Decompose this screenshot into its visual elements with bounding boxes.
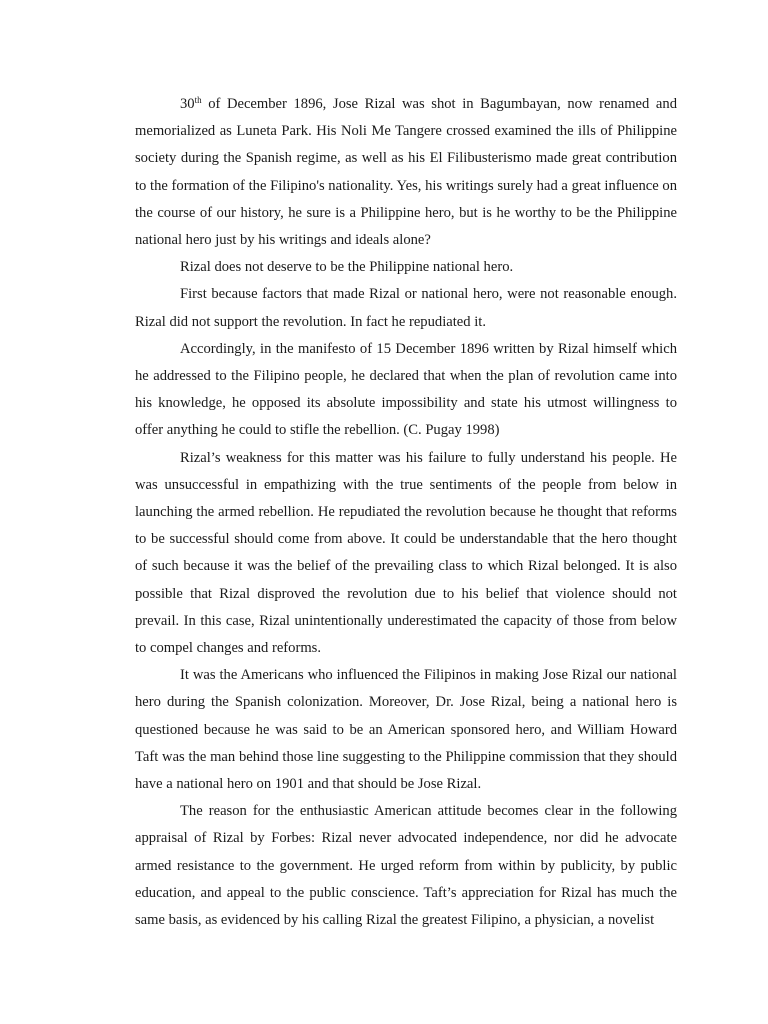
paragraph-1	[135, 91, 677, 254]
paragraph-4: Accordingly, in the manifesto of 15 December 1896 written by Rizal himself which he addressed to the Filipino people, he declared that when the plan of revolution came into his knowledge, he opposed its absolute impossibility and state his utmost willingness to offer anything he could to stifle the rebellion. (C. Pugay 1998)	[135, 340, 677, 439]
paragraph-7: The reason for the enthusiastic American attitude becomes clear in the following appraisal of Rizal by Forbes: Rizal never advocated independence, nor did he advocate armed resistance to the government. He urged reform from within by publicity, by public education, and appeal to the public conscience. Taft’s appreciation for Rizal has much the same basis, as evidenced by his calling Rizal the greatest Filipino, a physician, a novelist	[135, 803, 677, 929]
paragraph-5: Rizal’s weakness for this matter was his failure to fully understand his people. He was unsuccessful in empathizing with the true sentiments of the people from below in launching the armed rebellion. He repudiated the revolution because he thought that reforms to be successful should come from above. It could be understandable that the hero thought of such because it was the belief of the prevailing class to which Rizal belonged. It is also possible that Rizal disproved the revolution due to his belief that violence should not prevail. In this case, Rizal unintentionally underestimated the capacity of those from below to compel changes and reforms.	[135, 449, 677, 657]
date-day: 30	[180, 96, 195, 112]
paragraph-3: First because factors that made Rizal or national hero, were not reasonable enough. Rizal did not support the revolution. In fact he repudiated it.	[135, 286, 677, 330]
essay-body	[135, 91, 677, 934]
paragraph-6: It was the Americans who influenced the Filipinos in making Jose Rizal our national hero during the Spanish colonization. Moreover, Dr. Jose Rizal, being a national hero is questioned because he was said to be an American sponsored hero, and William Howard Taft was the man behind those line suggesting to the Philippine commission that they should have a national hero on 1901 and that should be Jose Rizal.	[135, 667, 677, 793]
date-ordinal-suffix: th	[194, 95, 202, 105]
paragraph-2: Rizal does not deserve to be the Philippine national hero.	[180, 259, 514, 276]
paragraph-1-text: of December 1896, Jose Rizal was shot in Bagumbayan, now renamed and memorialized as Luneta Park. His Noli Me Tangere crossed examined the ills of Philippine society during the Spanish regime, as well as his El Filibusterismo made great contribution to the formation of the Filipino's nationality. Yes, his writings surely had a great influence on the course of our history, he sure is a Philippine hero, but is he worthy to be the Philippine national hero just by his writings and ideals alone?	[135, 96, 677, 249]
